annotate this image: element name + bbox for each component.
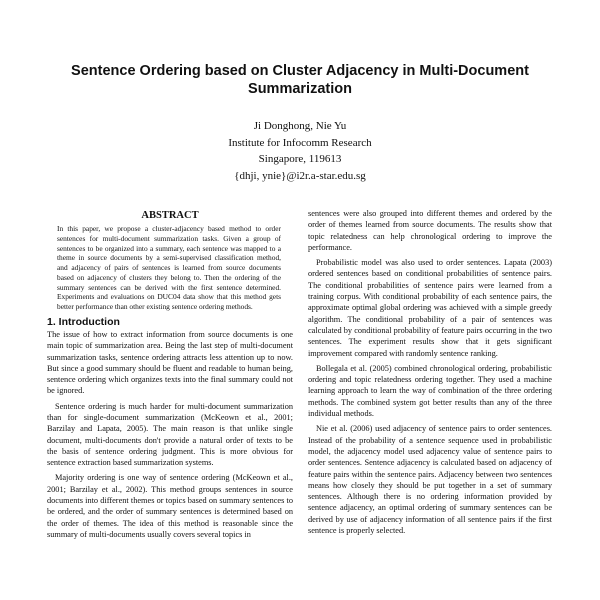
author-email: {dhji, ynie}@i2r.a-star.edu.sg xyxy=(234,169,366,182)
author-location: Singapore, 119613 xyxy=(258,153,342,165)
author-block xyxy=(150,118,450,184)
paragraph: The issue of how to extract information from source documents is one main topic of summarization area. Being the last step of multi-document summarization tasks, sentence ordering attracts less attention up to now. But since a good summary should be fluent and readable to human being, sentence ordering which organizes texts into the final summary could not be ignored. xyxy=(47,329,293,396)
paper-title: Sentence Ordering based on Cluster Adjacency in Multi-Document Summarization xyxy=(71,63,529,97)
paragraph: Majority ordering is one way of sentence ordering (McKeown et al., 2001; Barzilay et al., 2002). This method groups sentences in source documents into different themes or topics based on summary sentences to be ordered, and the order of summary sentences is determined based on the order of themes. The idea of this method is reasonable since the summary of multi-documents usually covers several topics in xyxy=(47,473,293,539)
right-column xyxy=(308,208,552,540)
author-affiliation: Institute for Infocomm Research xyxy=(228,136,372,149)
left-column xyxy=(47,210,293,544)
section-heading-introduction: 1. Introduction xyxy=(47,315,120,328)
paragraph: Bollegala et al. (2005) combined chronological ordering, probabilistic ordering and topic relatedness ordering together. They used a machine learning approach to learn the way of combination of the three ordering methods. The combined system got better results than any of the three individual methods. xyxy=(308,363,552,419)
abstract-text: In this paper, we propose a cluster-adjacency based method to order sentences for multi-document summarization tasks. Given a group of sentences to be organized into a summary, each sentence was mapped to a theme in source documents by a semi-supervised classification method, and adjacency of pairs of sentences is learned from source documents based on adjacency of clusters they belong to. Then the ordering of the summary sentences can be derived with the first sentence determined. Experiments and evaluations on DUC04 data show that this method gets better performance than other existing sentence ordering methods. xyxy=(57,224,281,311)
paragraph: Probabilistic model was also used to order sentences. Lapata (2003) ordered sentences based on conditional probabilities of sentence pairs. The conditional probabilities of sentence pairs were learned from a training corpus. With conditional probability of each sentence pairs, the approximate optimal global ordering was achieved with a simple greedy algorithm. The conditional probability of a pair of sentences was calculated by conditional probability of feature pairs occurring in the two sentences. The experiment results show that it gets significant improvement compared with randomly sentence ranking. xyxy=(308,258,552,358)
paragraph: sentences were also grouped into different themes and ordered by the order of themes learned from source documents. The results show that topic relatedness can help chronological ordering to improve the performance. xyxy=(308,209,552,252)
abstract-heading: ABSTRACT xyxy=(141,210,199,221)
author-names: Ji Donghong, Nie Yu xyxy=(253,120,347,132)
paragraph: Sentence ordering is much harder for multi-document summarization than for single-document summarization (McKeown et al., 2001; Barzilay and Lapata, 2005). The main reason is that unlike single document, multi-documents don't provide a natural order of texts to be the basis of sentence ordering judgment. This is more obvious for sentence extraction based summarization systems. xyxy=(47,401,293,468)
paragraph: Nie et al. (2006) used adjacency of sentence pairs to order sentences. Instead of the probability of a sentence sequence used in probabilistic model, the adjacency model used adjacency value of sentence pairs to order sentences. Sentence adjacency is calculated based on adjacency of feature pairs within the sentence pairs. Adjacency between two sentences means how closely they should be put together in a set of summary sentences. Although there is no ordering information provided by sentence adjacency, an optimal ordering of summary sentences can be derived by use of adjacency information of all sentence pairs if the first sentence is properly selected. xyxy=(308,424,552,536)
